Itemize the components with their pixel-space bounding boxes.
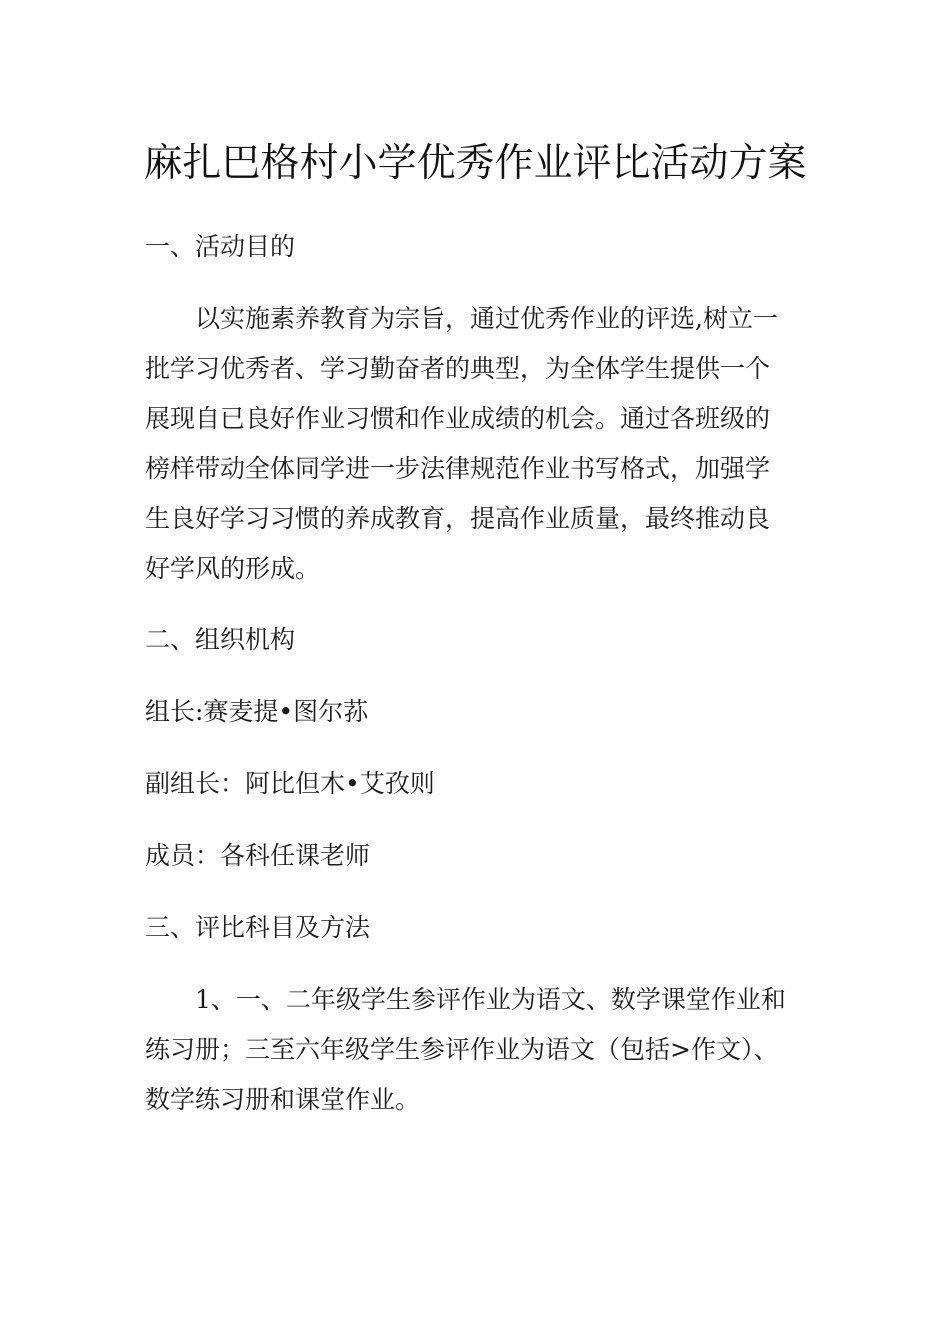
members-text: 成员：各科任课老师 [145, 841, 371, 870]
leader-line [145, 687, 805, 737]
leader-text: 组长:赛麦提•图尔荪 [145, 697, 369, 726]
paragraph-line: 榜样带动全体同学进一步法律规范作业书写格式，加强学 [145, 454, 771, 483]
document-title: 麻扎巴格村小学优秀作业评比活动方案 [143, 141, 807, 186]
paragraph-line: 数学练习册和课堂作业。 [145, 1085, 421, 1114]
paragraph-line: 批学习优秀者、学习勤奋者的典型，为全体学生提供一个 [145, 354, 771, 383]
deputy-line [145, 759, 805, 809]
paragraph-line: 生良好学习习惯的养成教育，提高作业质量，最终推动良 [145, 504, 771, 533]
section-heading-purpose [145, 222, 805, 272]
subjects-item-1 [145, 975, 805, 1125]
paragraph-line: 以实施素养教育为宗旨，通过优秀作业的评选,树立一 [195, 304, 778, 333]
paragraph-line: 1、一、二年级学生参评作业为语文、数学课堂作业和 [195, 985, 786, 1014]
members-line [145, 831, 805, 881]
heading-text: 一、活动目的 [145, 232, 296, 261]
paragraph-line: 展现自已良好作业习惯和作业成绩的机会。通过各班级的 [145, 404, 771, 433]
section-heading-subjects [145, 903, 805, 953]
section-heading-organization [145, 615, 805, 665]
purpose-paragraph [145, 294, 805, 594]
heading-text: 三、评比科目及方法 [145, 913, 371, 942]
heading-text: 二、组织机构 [145, 625, 296, 654]
deputy-text: 副组长：阿比但木•艾孜则 [145, 769, 435, 798]
paragraph-line: 好学风的形成。 [145, 554, 321, 583]
paragraph-line: 练习册；三至六年级学生参评作业为语文（包括>作文）、 [145, 1035, 779, 1064]
